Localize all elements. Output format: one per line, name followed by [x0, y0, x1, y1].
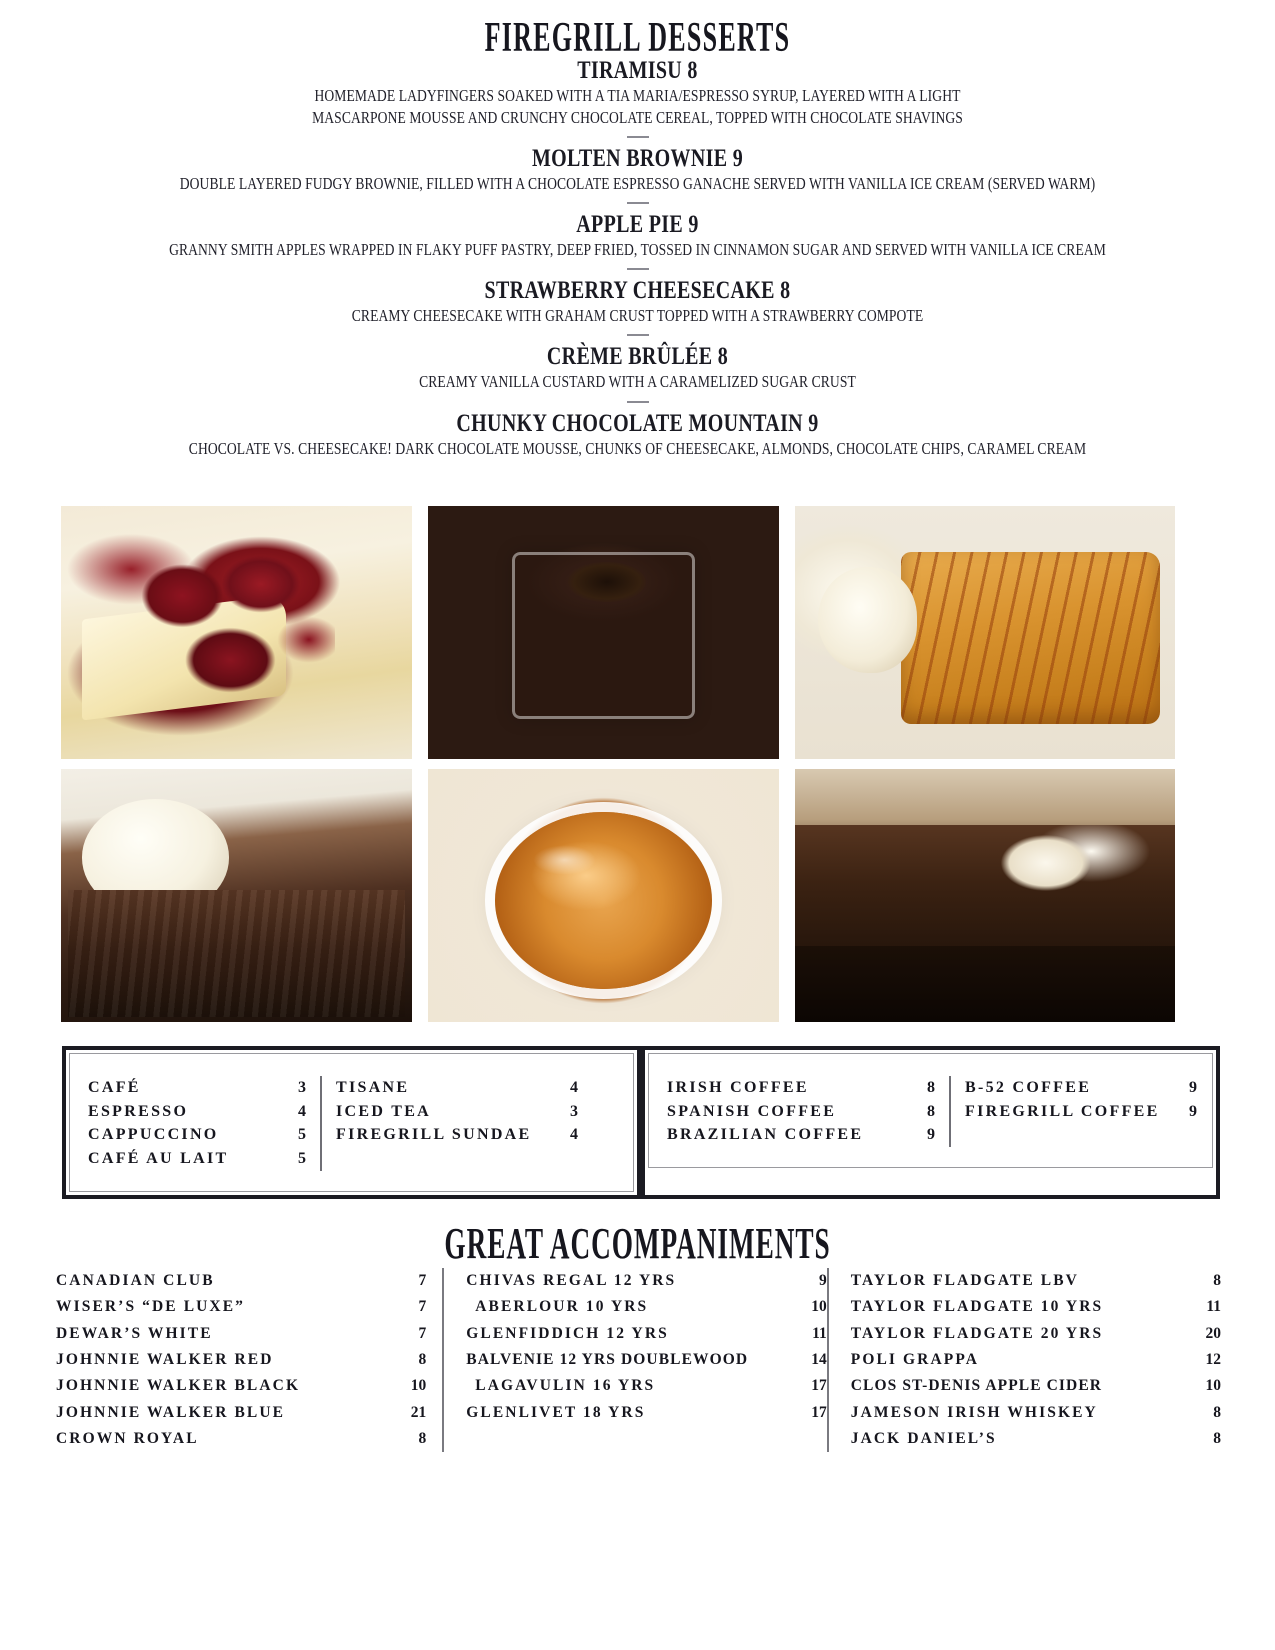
- accompaniment-price: 10: [811, 1298, 827, 1316]
- coffee-right-column-1: [667, 1076, 951, 1147]
- accompaniment-name: TAYLOR FLADGATE 10 YRS: [850, 1298, 1104, 1316]
- coffee-item-price: 4: [298, 1102, 306, 1120]
- dessert-name: STRAWBERRY CHEESECAKE 8: [484, 277, 791, 305]
- coffee-item-name: SPANISH COFFEE: [667, 1102, 837, 1120]
- coffee-left-column-1: [88, 1076, 322, 1171]
- accompaniment-row: [56, 1426, 426, 1452]
- coffee-line: [336, 1076, 578, 1100]
- accompaniment-price: 8: [418, 1351, 427, 1369]
- dessert-item-molten-brownie: [20, 144, 1255, 195]
- accompaniment-name: JAMESON IRISH WHISKEY: [850, 1403, 1098, 1421]
- accompaniment-row: [56, 1294, 426, 1320]
- dessert-list: [0, 56, 1275, 460]
- accompaniment-row: [851, 1294, 1221, 1320]
- divider-dash: [627, 401, 649, 403]
- accompaniment-row: [466, 1400, 827, 1426]
- coffee-item-name: FIREGRILL COFFEE: [965, 1102, 1160, 1120]
- dessert-photo-grid: [61, 506, 1214, 1032]
- photo-row-bottom: [61, 769, 1214, 1022]
- coffee-boxes: [62, 1046, 1217, 1199]
- accompaniment-row: [466, 1347, 827, 1373]
- photo-row-top: [61, 506, 1214, 759]
- coffee-item-price: 3: [298, 1079, 306, 1096]
- dessert-description-line-1: CREAMY VANILLA CUSTARD WITH A CARAMELIZED SUGAR CRUST: [419, 372, 856, 392]
- accompaniments-column-2: [442, 1268, 827, 1452]
- dessert-item-creme-brulee: [20, 342, 1255, 393]
- dessert-description-line-1: GRANNY SMITH APPLES WRAPPED IN FLAKY PUFF PASTRY, DEEP FRIED, TOSSED IN CINNAMON SUGAR AND SERVED WITH VANILLA ICE CREAM: [169, 240, 1106, 260]
- coffee-item-price: 4: [570, 1079, 578, 1096]
- accompaniment-price: 10: [1205, 1377, 1221, 1395]
- coffee-item-price: 3: [570, 1102, 578, 1120]
- accompaniment-row: [466, 1373, 827, 1399]
- accompaniment-row: [56, 1373, 426, 1399]
- accompaniment-price: 21: [410, 1403, 427, 1421]
- accompaniment-row: [851, 1347, 1221, 1373]
- coffee-item-price: 9: [1189, 1079, 1197, 1096]
- coffee-line: [336, 1100, 578, 1124]
- accompaniment-name: JOHNNIE WALKER BLUE: [56, 1403, 286, 1421]
- page-title: FIREGRILL DESSERTS: [484, 15, 791, 61]
- coffee-item-name: CAFÉ AU LAIT: [88, 1150, 229, 1168]
- dessert-name: CRÈME BRÛLÉE 8: [546, 343, 729, 371]
- accompaniment-row: [851, 1268, 1221, 1294]
- accompaniment-name: CROWN ROYAL: [56, 1430, 199, 1448]
- accompaniment-name: CHIVAS REGAL 12 YRS: [466, 1272, 677, 1289]
- divider-dash: [627, 268, 649, 270]
- coffee-item-name: CAPPUCCINO: [88, 1126, 219, 1144]
- coffee-box-left: [62, 1046, 641, 1199]
- accompaniment-price: 11: [1206, 1298, 1221, 1316]
- dessert-item-apple-pie: [20, 210, 1255, 261]
- strawberry-cheesecake-photo: [61, 506, 412, 759]
- dessert-name: TIRAMISU 8: [577, 57, 698, 84]
- accompaniment-name: TAYLOR FLADGATE LBV: [850, 1272, 1079, 1289]
- coffee-line: [336, 1123, 578, 1147]
- accompaniment-price: 17: [811, 1403, 827, 1421]
- coffee-item-name: BRAZILIAN COFFEE: [667, 1126, 864, 1144]
- coffee-item-name: ESPRESSO: [88, 1102, 189, 1120]
- accompaniment-price: 8: [1213, 1403, 1221, 1421]
- accompaniment-price: 14: [811, 1351, 827, 1369]
- accompaniment-name: JOHNNIE WALKER RED: [56, 1351, 274, 1369]
- accompaniments-column-3: [827, 1268, 1221, 1452]
- creme-brulee-photo: [428, 769, 779, 1022]
- dessert-name: APPLE PIE 9: [576, 211, 699, 239]
- dessert-description-line-1: HOMEMADE LADYFINGERS SOAKED WITH A TIA MARIA/ESPRESSO SYRUP, LAYERED WITH A LIGHT: [314, 86, 961, 105]
- accompaniments-columns: [56, 1268, 1221, 1452]
- accompaniment-row: [56, 1400, 426, 1426]
- accompaniment-name: BALVENIE 12 YRS DOUBLEWOOD: [466, 1351, 749, 1369]
- accompaniment-name: GLENFIDDICH 12 YRS: [466, 1324, 669, 1342]
- accompaniment-name: CLOS ST-DENIS APPLE CIDER: [850, 1377, 1103, 1395]
- accompaniment-price: 7: [418, 1272, 427, 1289]
- accompaniment-row: [466, 1321, 827, 1347]
- apple-pie-photo: [795, 506, 1175, 759]
- coffee-item-price: 8: [927, 1079, 935, 1096]
- accompaniment-name: POLI GRAPPA: [850, 1351, 980, 1369]
- coffee-item-price: 4: [570, 1126, 578, 1144]
- accompaniments-title: GREAT ACCOMPANIMENTS: [444, 1219, 831, 1268]
- accompaniment-row: [466, 1268, 827, 1294]
- accompaniment-row: [56, 1321, 426, 1347]
- coffee-line: [965, 1076, 1197, 1100]
- divider-dash: [627, 136, 649, 138]
- accompaniment-row: [466, 1294, 827, 1320]
- accompaniment-name: GLENLIVET 18 YRS: [466, 1403, 646, 1421]
- coffee-box-right: [641, 1046, 1220, 1199]
- coffee-item-name: TISANE: [336, 1079, 410, 1096]
- accompaniment-row: [851, 1373, 1221, 1399]
- dessert-description-line-2: MASCARPONE MOUSSE AND CRUNCHY CHOCOLATE CEREAL, TOPPED WITH CHOCOLATE SHAVINGS: [312, 108, 963, 128]
- coffee-item-name: FIREGRILL SUNDAE: [336, 1126, 532, 1144]
- accompaniment-name: CANADIAN CLUB: [56, 1272, 215, 1289]
- accompaniment-name: JOHNNIE WALKER BLACK: [56, 1377, 301, 1395]
- accompaniment-price: 7: [418, 1298, 427, 1316]
- coffee-item-price: 9: [1189, 1102, 1197, 1120]
- divider-dash: [627, 334, 649, 336]
- accompaniment-name: DEWAR’S WHITE: [56, 1324, 213, 1342]
- coffee-line: [88, 1123, 306, 1147]
- coffee-line: [667, 1123, 935, 1147]
- divider-dash: [627, 202, 649, 204]
- accompaniment-price: 12: [1205, 1351, 1221, 1369]
- accompaniment-price: 10: [410, 1377, 427, 1395]
- accompaniment-price: 11: [812, 1324, 827, 1342]
- dessert-description-line-1: CHOCOLATE VS. CHEESECAKE! DARK CHOCOLATE MOUSSE, CHUNKS OF CHEESECAKE, ALMONDS, CHOCOLATE CHIPS, CARAMEL CREAM: [188, 438, 1087, 458]
- accompaniment-price: 17: [811, 1377, 827, 1395]
- accompaniment-row: [56, 1268, 426, 1294]
- dessert-item-strawberry-cheesecake: [20, 276, 1255, 327]
- accompaniment-row: [851, 1426, 1221, 1452]
- accompaniment-name: JACK DANIEL’S: [850, 1430, 997, 1448]
- coffee-item-price: 9: [927, 1126, 935, 1144]
- dessert-item-tiramisu: [20, 56, 1255, 129]
- coffee-item-price: 5: [298, 1126, 306, 1144]
- coffee-line: [965, 1100, 1197, 1124]
- coffee-left-column-2: [322, 1076, 578, 1171]
- accompaniment-price: 8: [418, 1430, 427, 1448]
- dessert-description-line-1: CREAMY CHEESECAKE WITH GRAHAM CRUST TOPPED WITH A STRAWBERRY COMPOTE: [351, 306, 924, 326]
- accompaniment-price: 20: [1205, 1324, 1221, 1342]
- accompaniment-name: LAGAVULIN 16 YRS: [475, 1377, 656, 1395]
- accompaniment-row: [851, 1321, 1221, 1347]
- accompaniment-name: ABERLOUR 10 YRS: [475, 1298, 649, 1316]
- page-title-container: [0, 0, 1275, 61]
- dessert-name: CHUNKY CHOCOLATE MOUNTAIN 9: [456, 409, 819, 437]
- coffee-item-name: B-52 COFFEE: [965, 1079, 1092, 1096]
- coffee-item-name: CAFÉ: [88, 1079, 141, 1096]
- coffee-right-column-2: [951, 1076, 1197, 1147]
- coffee-line: [667, 1100, 935, 1124]
- accompaniment-price: 8: [1213, 1430, 1221, 1448]
- accompaniment-name: TAYLOR FLADGATE 20 YRS: [850, 1324, 1104, 1342]
- accompaniment-price: 7: [418, 1324, 427, 1342]
- accompaniments-column-1: [56, 1268, 442, 1452]
- molten-brownie-photo: [61, 769, 412, 1022]
- coffee-item-name: IRISH COFFEE: [667, 1079, 809, 1096]
- dessert-description-line-1: DOUBLE LAYERED FUDGY BROWNIE, FILLED WITH A CHOCOLATE ESPRESSO GANACHE SERVED WITH VANILLA ICE CREAM (SERVED WARM): [179, 174, 1096, 194]
- chunky-chocolate-mountain-photo: [795, 769, 1175, 1022]
- tiramisu-photo: [428, 506, 779, 759]
- dessert-item-chunky-chocolate-mountain: [20, 409, 1255, 460]
- accompaniment-row: [851, 1400, 1221, 1426]
- coffee-line: [88, 1100, 306, 1124]
- dessert-name: MOLTEN BROWNIE 9: [531, 145, 744, 173]
- accompaniment-price: 9: [819, 1272, 827, 1289]
- coffee-item-price: 5: [298, 1150, 306, 1168]
- accompaniment-row: [56, 1347, 426, 1373]
- coffee-item-name: ICED TEA: [336, 1102, 432, 1120]
- accompaniments-title-container: [0, 1218, 1275, 1266]
- coffee-line: [88, 1076, 306, 1100]
- coffee-item-price: 8: [927, 1102, 935, 1120]
- accompaniment-price: 8: [1213, 1272, 1221, 1289]
- coffee-line: [88, 1147, 306, 1171]
- accompaniment-name: WISER’S “DE LUXE”: [56, 1298, 246, 1316]
- coffee-line: [667, 1076, 935, 1100]
